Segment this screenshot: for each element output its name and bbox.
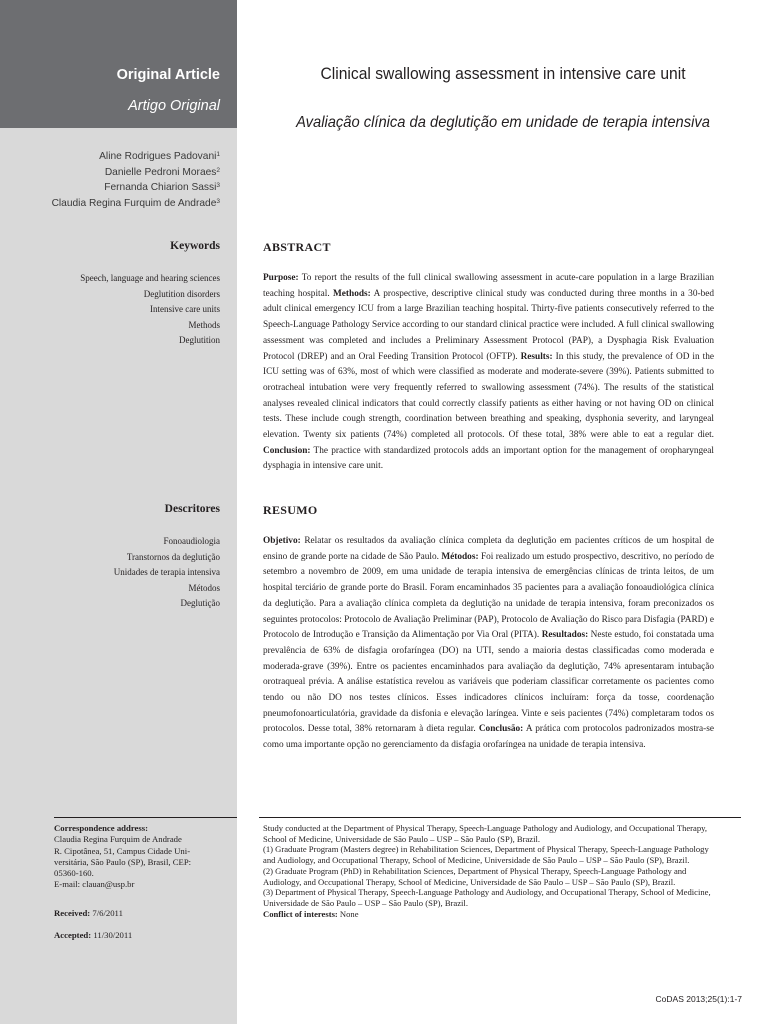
- correspondence-block: [54, 823, 226, 941]
- descritores-heading: Descritores: [164, 503, 220, 515]
- footnote-2: (2) Graduate Program (PhD) in Rehabilitation Sciences, Department of Physical Therapy, Speech-Language Pathology and Audiology, and Occupational Therapy, School of Medicine, Universidade de São Paulo – USP – São Paulo (SP), Brazil.: [263, 865, 687, 887]
- sidebar: [0, 0, 237, 1024]
- descritor: Métodos: [188, 582, 220, 593]
- keyword: Speech, language and hearing sciences: [80, 273, 220, 283]
- keyword: Intensive care units: [150, 304, 220, 315]
- footnote-3: (3) Department of Physical Therapy, Speech-Language Pathology and Audiology, and Occupational Therapy, School of Medicine, Universidade de São Paulo – USP – São Paulo (SP), Brazil.: [263, 887, 711, 908]
- conflict-of-interests: Conflict of interests: None: [263, 908, 359, 919]
- keywords-heading: Keywords: [170, 240, 220, 252]
- keyword: Deglutition disorders: [143, 288, 220, 299]
- accepted-date: Accepted: 11/30/2011: [54, 930, 133, 941]
- received-date: Received: 7/6/2011: [54, 907, 123, 918]
- correspondence-line: 05360-160.: [54, 868, 94, 879]
- keyword: Methods: [188, 319, 220, 330]
- keywords-list: [80, 271, 220, 349]
- author: Aline Rodrigues Padovani$^1$: [99, 151, 220, 162]
- descritor: Deglutição: [180, 598, 220, 609]
- descritor: Transtornos da deglutição: [126, 551, 220, 562]
- correspondence-line: Claudia Regina Furquim de Andrade: [54, 834, 182, 845]
- sidebar-divider: [54, 817, 237, 818]
- descritores-list: [114, 534, 220, 612]
- article-type-en: Original Article: [116, 67, 220, 83]
- footnote-study: Study conducted at the Department of Physical Therapy, Speech-Language Pathology and Audiology, and Occupational Therapy, School of Medicine, Universidade de São Paulo – USP – São Paulo (SP), Brazil.: [263, 823, 708, 844]
- correspondence-label: Correspondence address:: [54, 823, 149, 833]
- author: Claudia Regina Furquim de Andrade$^3$: [51, 197, 220, 209]
- footnotes: [263, 823, 715, 919]
- author: Fernanda Chiarion Sassi$^3$: [104, 182, 220, 194]
- correspondence-line: versitária, São Paulo (SP), Brasil, CEP:: [54, 856, 192, 867]
- article-title-en: Clinical swallowing assessment in intensive care unit: [320, 64, 686, 83]
- journal-citation: CoDAS 2013;25(1):1-7: [655, 994, 742, 1004]
- author: Danielle Pedroni Moraes$^2$: [104, 166, 220, 178]
- footnote-1: (1) Graduate Program (Masters degree) in Rehabilitation Sciences, Department of Physical Therapy, Speech-Language Pathology and Audiology, and Occupational Therapy, School of Medicine, Universidade de São Paulo – USP – São Paulo (SP), Brazil.: [263, 844, 709, 866]
- article-title-pt: Avaliação clínica da deglutição em unidade de terapia intensiva: [296, 114, 710, 131]
- abstract-heading: ABSTRACT: [263, 240, 331, 254]
- descritor: Unidades de terapia intensiva: [113, 567, 220, 578]
- descritor: Fonoaudiologia: [163, 536, 220, 546]
- footnote-divider: [259, 817, 741, 818]
- author-list: [52, 148, 220, 210]
- article-type-pt: Artigo Original: [128, 98, 220, 114]
- correspondence-email: E-mail: clauan@usp.br: [54, 879, 135, 890]
- article-type-banner: [0, 0, 237, 128]
- resumo-body: Objetivo: Relatar os resultados da avaliação clínica completa da deglutição em pacientes críticos de um hospital de ensino de grande porte na cidade de São Paulo. Métodos: Foi realizado um estudo prospectivo, descritivo, no período de setembro a novembro de 2009, em uma unidade de terapia intensiva de emergências clínicas de trinta leitos, de um hospital terciário de grande porte do Brasil. Foram encaminhados 35 pacientes para a avaliação fonoaudiológica clínica da deglutição. Para a avaliação clínica completa da deglutição na unidade de terapia intensiva, foram preconizados os seguintes protocolos: Protocolo de Avaliação Preliminar (PAP), Protocolo de Avaliação do Risco para Disfagia (PARD) e Protocolo de Introdução e Transição da Alimentação por Via Oral (PITA). Resultados: Neste estudo, foi constatada uma prevalência de 63% de disfagia orofaríngea (DO) na UTI, sendo a maioria destas classificadas como moderada e moderada-grave (39%). Entre os pacientes encaminhados para avaliação da deglutição, 74% apresentaram intubação orotraqueal prévia. A análise estatística revelou as variáveis que poderiam classificar corretamente os pacientes como tendo ou não DO nos testes clínicos. Esses indicadores clínicos incluíram: força da tosse, coordenação pneumofonoarticulatória, gravidade da disfonia e elevação laríngea. Vinte e seis pacientes (74%) completaram todos os protocolos. Desse total, 38% retornaram à dieta regular. Conclusão: A prática com protocolos padronizados mostra-se como uma importante opção no gerenciamento da disfagia orofaríngea na unidade de terapia intensiva.: [263, 536, 714, 751]
- abstract-body: Purpose: To report the results of the full clinical swallowing assessment in acute-care population in a large Brazilian teaching hospital. Methods: A prospective, descriptive clinical study was conducted during three months in a 30-bed adult clinical emergency ICU from a large Brazilian teaching hospital. Thirty-five patients consecutively referred to the Speech-Language Pathology Service according to our standard clinical practice were included. A full clinical swallowing assessment was completed and includes a Preliminary Assessment Protocol (PAP), a Dysphagia Risk Evaluation Protocol (DREP) and an Oral Feeding Transition Protocol (OFTP). Results: In this study, the prevalence of OD in the ICU setting was of 63%, most of which were classified as moderate and moderate-severe (39%). Patients submitted to orotracheal intubation were very frequently referred to swallowing assessment (74%). The results of the statistical analyses revealed clinical indicators that could correctly classify patients as either having or not having OD on clinical tests. These include cough strength, coordination between breathing and speaking, dysphonia severity, and laryngeal elevation. Twenty six patients (74%) completed all protocols. Of these total, 38% were able to eat a regular diet. Conclusion: The practice with standardized protocols adds an important option for the management of oropharyngeal dysphagia in intensive care unit.: [263, 273, 714, 472]
- resumo-heading: RESUMO: [263, 503, 318, 517]
- correspondence-line: R. Cipotânea, 51, Campus Cidade Uni-: [54, 845, 191, 856]
- keyword: Deglutition: [179, 335, 220, 346]
